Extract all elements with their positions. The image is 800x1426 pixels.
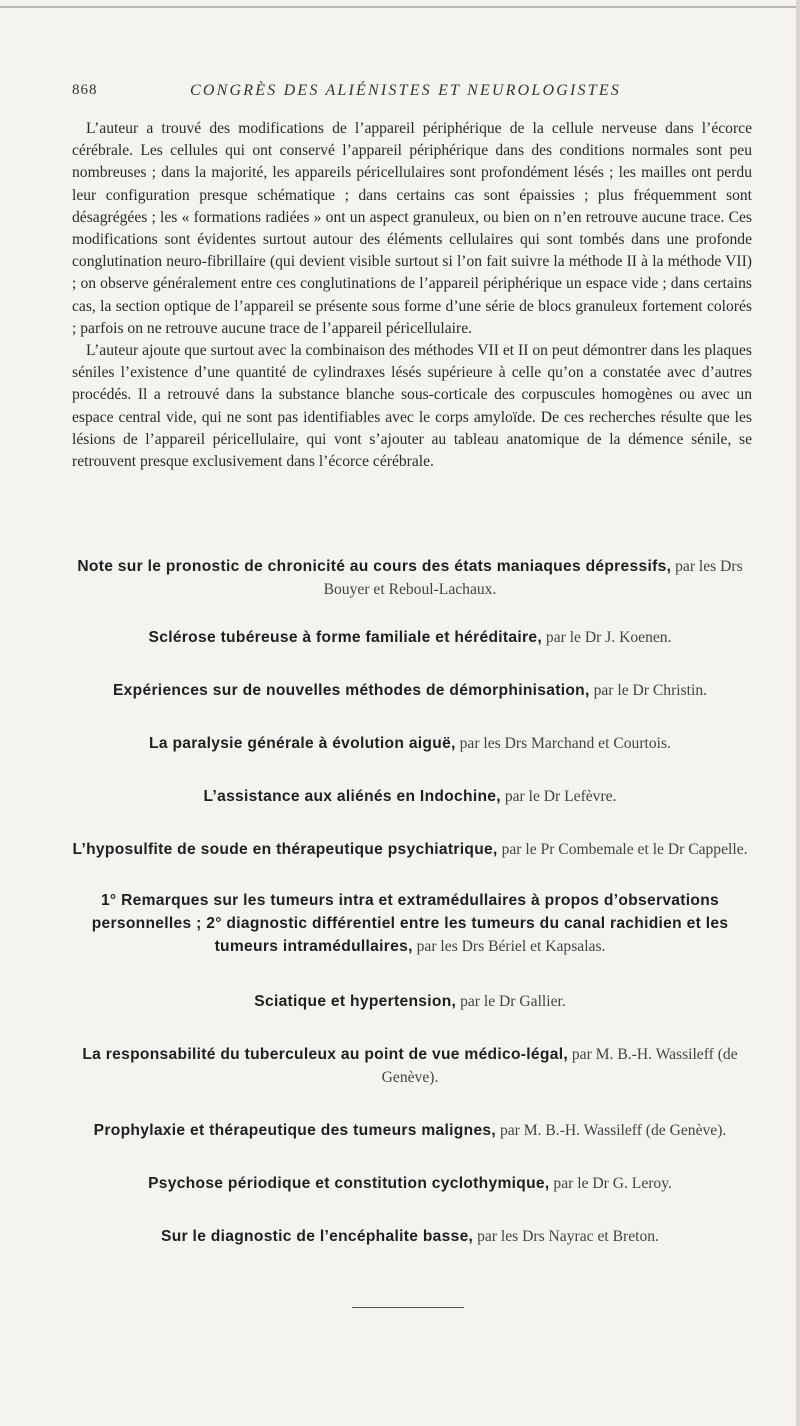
- list-item: [60, 990, 760, 1013]
- list-item: [60, 732, 760, 755]
- body-text: [72, 118, 752, 473]
- entry-authors: par M. B.-H. Wassileff (de Genève).: [499, 1122, 727, 1139]
- list-item: [60, 785, 760, 808]
- paragraph: L’auteur ajoute que surtout avec la combinaison des méthodes VII et II on peut démontrer dans les plaques séniles l’existence d’une quantité de cylindraxes lésés supérieure à celle qu’on a constatée avec d’autres procédés. Il a retrouvé dans la substance blanche sous-corticale des corpuscules homogènes ou avec un espace central vide, qui ne sont pas identifiables avec le corps amyloïde. De ces recherches résulte que les lésions de l’appareil péricellulaire, qui vont s’ajouter au tableau anatomique de la démence sénile, se retrouvent presque exclusivement dans l’écorce cérébrale.: [72, 342, 752, 471]
- entry-authors: par le Dr Christin.: [593, 682, 708, 699]
- entry-title: Psychose périodique et constitution cyclothymique,: [148, 1175, 550, 1192]
- entry-title: Expériences sur de nouvelles méthodes de démorphinisation,: [112, 682, 590, 699]
- entry-title: La responsabilité du tuberculeux au point de vue médico-légal,: [82, 1046, 568, 1063]
- entry-title: 1° Remarques sur les tumeurs intra et extramédullaires à propos d’observations personnelles ; 2° diagnostic différentiel entre les tumeurs du canal rachidien et les tumeurs intramédullaires,: [91, 892, 729, 955]
- running-title: CONGRÈS DES ALIÉNISTES ET NEUROLOGISTES: [190, 82, 622, 99]
- entry-authors: par les Drs Marchand et Courtois.: [459, 735, 671, 752]
- section-divider: [352, 1307, 464, 1308]
- list-item: [60, 555, 760, 601]
- list-item: [60, 679, 760, 702]
- entry-authors: par les Drs Nayrac et Breton.: [477, 1228, 659, 1245]
- page-number: 868: [72, 82, 98, 98]
- communications-list: [60, 555, 760, 1248]
- entry-authors: par M. B.-H. Wassileff (de Genève).: [381, 1046, 738, 1086]
- entry-authors: par les Drs Bouyer et Reboul-Lachaux.: [323, 558, 743, 598]
- entry-title: Sclérose tubéreuse à forme familiale et héréditaire,: [148, 629, 542, 646]
- list-item: [60, 1172, 760, 1195]
- entry-title: La paralysie générale à évolution aiguë,: [149, 735, 456, 752]
- entry-title: Sciatique et hypertension,: [254, 993, 457, 1010]
- list-item: [60, 1225, 760, 1248]
- entry-authors: par le Pr Combemale et le Dr Cappelle.: [501, 841, 748, 858]
- entry-title: Sur le diagnostic de l’encéphalite basse,: [161, 1228, 474, 1245]
- entry-authors: par le Dr Gallier.: [460, 993, 566, 1010]
- entry-title: Prophylaxie et thérapeutique des tumeurs malignes,: [93, 1122, 497, 1139]
- top-edge-line: [0, 6, 800, 8]
- entry-authors: par le Dr Lefèvre.: [504, 788, 617, 805]
- entry-authors: par les Drs Bériel et Kapsalas.: [416, 938, 606, 955]
- list-item: [60, 1043, 760, 1089]
- page-edge: [796, 0, 800, 1426]
- page-header: [72, 82, 728, 106]
- entry-title: Note sur le pronostic de chronicité au cours des états maniaques dépressifs,: [77, 558, 672, 575]
- list-item: [60, 889, 760, 958]
- entry-title: L’assistance aux aliénés en Indochine,: [203, 788, 501, 805]
- list-item: [60, 626, 760, 649]
- entry-authors: par le Dr G. Leroy.: [553, 1175, 672, 1192]
- list-item: [60, 1119, 760, 1142]
- list-item: [60, 838, 760, 861]
- paragraph: L’auteur a trouvé des modifications de l’appareil périphérique de la cellule nerveuse dans l’écorce cérébrale. Les cellules qui ont conservé l’appareil périphérique dans des conditions normales sont peu nombreuses ; dans la majorité, les appareils péricellulaires sont profondément lésés ; les mailles ont perdu leur configuration presque schématique ; dans certains cas sont épaissies ; plus fréquemment sont désagrégées ; les « formations radiées » ont un aspect granuleux, ou bien on n’en retrouve aucune trace. Ces modifications sont évidentes surtout autour des éléments cellulaires qui sont tombés dans une profonde conglutination neuro-fibrillaire (qui devient visible surtout si l’on fait suivre la méthode II à la méthode VII) ; on observe généralement entre ces conglutinations de l’appareil périphérique un espace vide ; dans certains cas, la section optique de l’appareil se présente sous forme d’une série de blocs granuleux fortement colorés ; parfois on ne retrouve aucune trace de l’appareil péricellulaire.: [72, 120, 752, 337]
- entry-title: L’hyposulfite de soude en thérapeutique psychiatrique,: [72, 841, 498, 858]
- entry-authors: par le Dr J. Koenen.: [545, 629, 672, 646]
